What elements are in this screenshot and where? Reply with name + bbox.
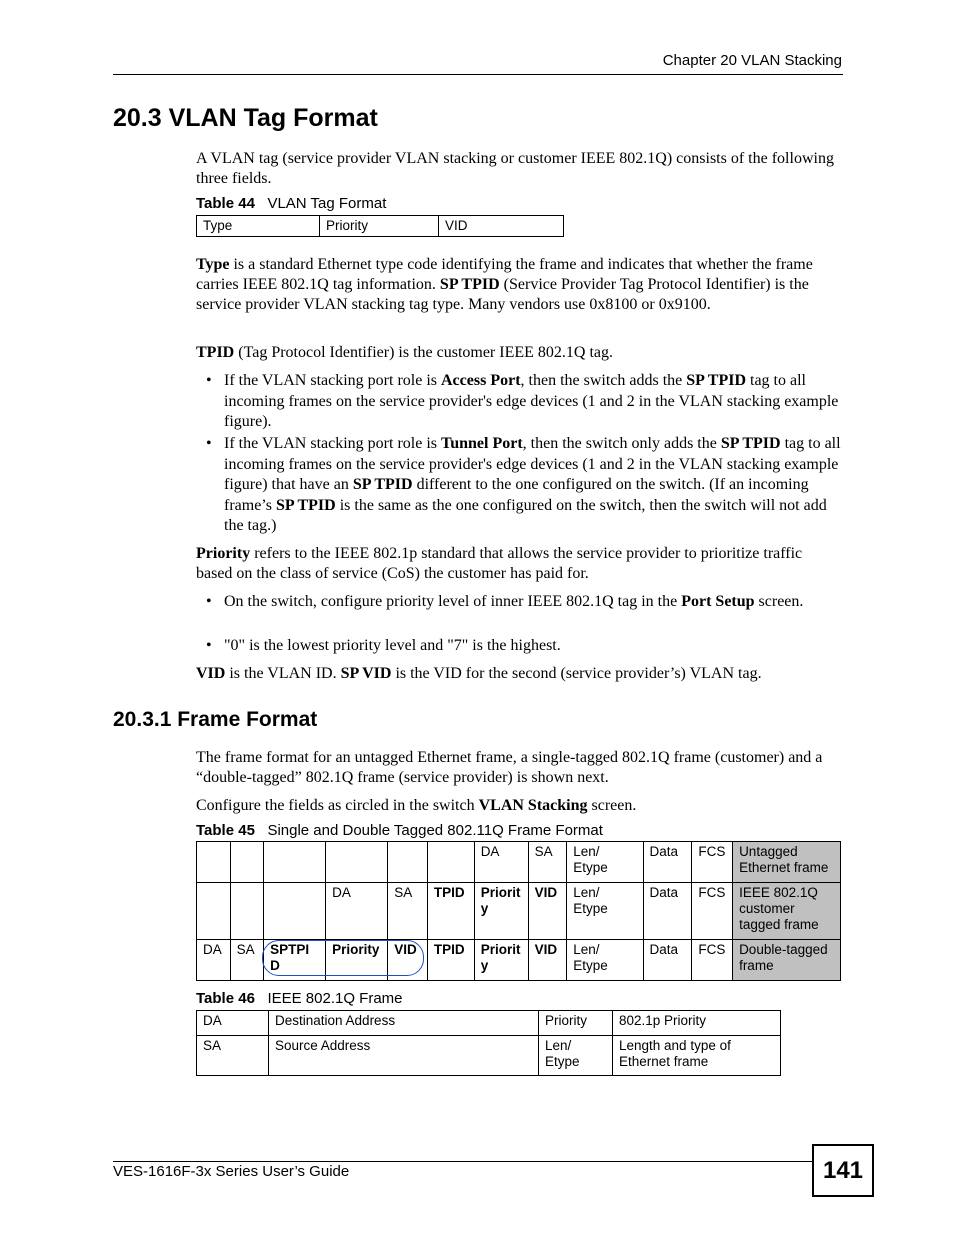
text: tag to all incoming frames on the service provider's edge devices (1 and 2 in the VLAN stacking example figure) that have an	[224, 435, 841, 493]
bullet-dot: •	[206, 593, 212, 610]
footer-divider	[113, 1161, 813, 1162]
bold-term: VLAN Stacking	[478, 797, 588, 814]
bold-term: SP TPID	[439, 276, 500, 293]
table-cell: TPID	[427, 940, 474, 981]
table-cell	[264, 883, 326, 940]
bullet-dot: •	[206, 637, 212, 654]
bold-term: SP TPID	[352, 476, 413, 493]
table-cell: Priority	[539, 1011, 613, 1036]
subsection-title: 20.3.1 Frame Format	[113, 708, 318, 731]
table-cell: Len/ Etype	[567, 883, 643, 940]
text: (Service Provider Tag Protocol Identifier) is the service provider VLAN stacking tag type. Many vendors use 0x8100 or 0x9100.	[196, 276, 809, 313]
table-cell: VID	[439, 216, 564, 237]
vid-paragraph	[196, 664, 842, 684]
table-cell: SA	[528, 842, 567, 883]
table-cell: VID	[528, 883, 567, 940]
table-cell: Length and type of Ethernet frame	[613, 1036, 781, 1076]
highlight-circle	[262, 940, 424, 976]
text: refers to the IEEE 802.1p standard that allows the service provider to prioritize traffic based on the class of service (CoS) the customer has paid for.	[196, 545, 803, 582]
text: screen.	[754, 593, 804, 610]
page-number: 141	[812, 1144, 874, 1197]
table-cell: Destination Address	[269, 1011, 539, 1036]
table-cell: FCS	[692, 883, 733, 940]
bold-term: Priority	[196, 545, 251, 562]
priority-paragraph	[196, 544, 842, 584]
bullet-tunnel-port	[206, 434, 842, 537]
bold-term: SP TPID	[275, 496, 336, 514]
text: If the VLAN stacking port role is	[224, 372, 441, 389]
frame-paragraph: The frame format for an untagged Ethernet frame, a single-tagged 802.1Q frame (customer) and a “double-tagged” 802.1Q frame (service provider) is shown next.	[196, 749, 823, 786]
table-cell	[326, 842, 388, 883]
table-cell-frame-type: IEEE 802.1Q customer tagged frame	[733, 883, 841, 940]
table-cell: VID	[528, 940, 567, 981]
bullet-priority-range	[206, 636, 842, 657]
bold-term: Type	[196, 256, 230, 273]
bullet-access-port	[206, 371, 842, 433]
table46-title: IEEE 802.1Q Frame	[267, 990, 403, 1007]
type-paragraph	[196, 255, 842, 315]
table44	[196, 215, 564, 237]
bold-term: SP TPID	[720, 435, 781, 452]
text: On the switch, configure priority level of inner IEEE 802.1Q tag in the	[224, 593, 682, 610]
table-cell: SPTPI D	[264, 940, 326, 981]
table-cell: 802.1p Priority	[613, 1011, 781, 1036]
table-cell: Data	[643, 883, 692, 940]
bold-term: Tunnel Port	[441, 435, 523, 452]
table-cell	[427, 842, 474, 883]
table44-label: Table 44	[196, 195, 255, 212]
table-cell: Priority	[320, 216, 439, 237]
bold-term: Port Setup	[681, 593, 755, 610]
footer-guide-title: VES-1616F-3x Series User’s Guide	[113, 1163, 350, 1180]
table-cell-frame-type: Double-tagged frame	[733, 940, 841, 981]
text: different to the one configured on the switch. (If an incoming frame’s	[224, 476, 809, 514]
table-cell	[230, 842, 264, 883]
text: (Tag Protocol Identifier) is the customer IEEE 802.1Q tag.	[234, 344, 614, 361]
configure-paragraph	[196, 796, 842, 816]
table-row	[197, 1036, 781, 1076]
bold-term: SP VID	[340, 665, 392, 682]
section-title: 20.3 VLAN Tag Format	[113, 104, 378, 132]
table-cell: Len/ Etype	[539, 1036, 613, 1076]
table-cell: FCS	[692, 940, 733, 981]
table-cell: DA	[197, 940, 231, 981]
bold-term: SP TPID	[686, 372, 746, 389]
table-cell: Priorit y	[474, 883, 528, 940]
table46-caption	[196, 990, 403, 1007]
table-cell: Source Address	[269, 1036, 539, 1076]
text: screen.	[587, 797, 637, 814]
text: is the VLAN ID.	[225, 665, 341, 682]
text: tag to all incoming frames on the service provider's edge devices (1 and 2 in the VLAN stacking example figure).	[224, 372, 839, 430]
table-cell: Priority	[326, 940, 388, 981]
table-cell-frame-type: Untagged Ethernet frame	[733, 842, 841, 883]
text: "0" is the lowest priority level and "7" is the highest.	[224, 637, 561, 654]
tpid-paragraph	[196, 343, 842, 363]
table-cell: Priorit y	[474, 940, 528, 981]
table-row	[197, 1011, 781, 1036]
table45-label: Table 45	[196, 822, 255, 839]
table44-title: VLAN Tag Format	[267, 195, 387, 212]
table-cell	[388, 842, 428, 883]
bullet-dot: •	[206, 435, 212, 452]
table-cell	[197, 883, 231, 940]
text: is the VID for the second (service provider’s) VLAN tag.	[391, 665, 762, 682]
table-cell: Len/ Etype	[567, 842, 643, 883]
text: , then the switch only adds the	[522, 435, 721, 452]
table-cell: DA	[197, 1011, 269, 1036]
table-row	[197, 842, 841, 883]
table-cell: SA	[197, 1036, 269, 1076]
text: is the same as the one configured on the switch, then the switch will not add the tag.)	[224, 496, 827, 534]
table-cell: Data	[643, 940, 692, 981]
table-cell: DA	[326, 883, 388, 940]
table46-label: Table 46	[196, 990, 255, 1007]
header-divider	[113, 74, 843, 75]
text: , then the switch adds the	[520, 372, 687, 389]
table-row	[197, 216, 564, 237]
table-cell: TPID	[427, 883, 474, 940]
table46	[196, 1010, 781, 1076]
text: If the VLAN stacking port role is	[224, 435, 441, 452]
text: Configure the fields as circled in the switch	[196, 797, 479, 814]
bullet-port-setup	[206, 592, 842, 613]
table44-caption	[196, 195, 386, 212]
intro-paragraph: A VLAN tag (service provider VLAN stacking or customer IEEE 802.1Q) consists of the following three fields.	[196, 150, 834, 187]
table-cell: Len/ Etype	[567, 940, 643, 981]
table45-title: Single and Double Tagged 802.11Q Frame Format	[267, 822, 603, 839]
table-cell: SA	[230, 940, 264, 981]
bold-term: TPID	[196, 344, 235, 361]
table-cell: FCS	[692, 842, 733, 883]
bullet-dot: •	[206, 372, 212, 389]
chapter-header: Chapter 20 VLAN Stacking	[662, 52, 842, 69]
table-cell: VID	[388, 940, 428, 981]
table-cell	[230, 883, 264, 940]
table45-caption	[196, 822, 603, 839]
table-cell: SA	[388, 883, 428, 940]
table-cell: Data	[643, 842, 692, 883]
table-cell: DA	[474, 842, 528, 883]
table-cell	[264, 842, 326, 883]
bold-term: Access Port	[441, 372, 521, 389]
text: is a standard Ethernet type code identifying the frame and indicates that whether the frame carries IEEE 802.1Q tag information.	[196, 256, 813, 293]
table-cell	[197, 842, 231, 883]
table-cell: Type	[197, 216, 320, 237]
table-row	[197, 883, 841, 940]
bold-term: VID	[196, 665, 226, 682]
